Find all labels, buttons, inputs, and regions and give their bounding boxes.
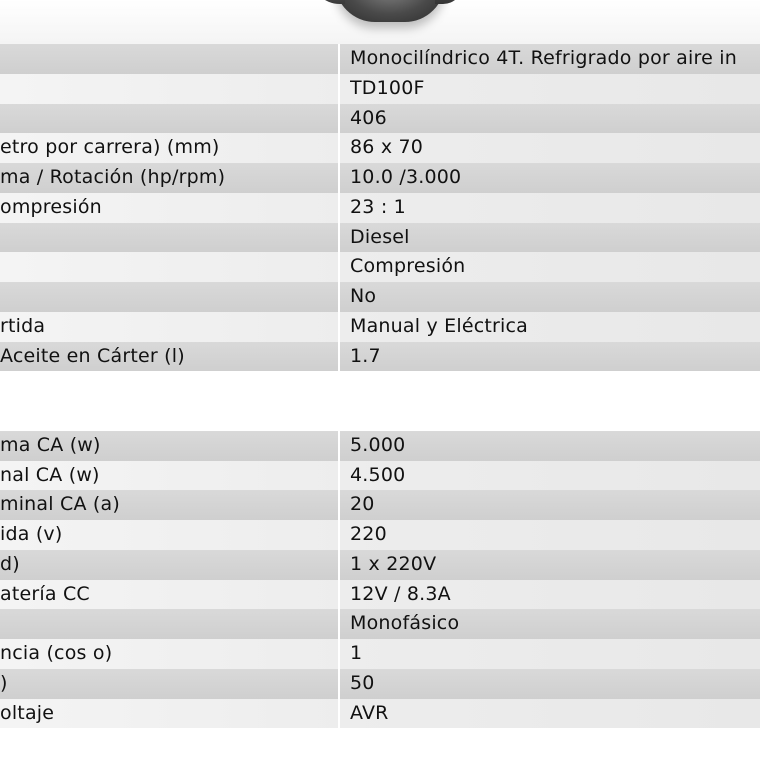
spec-row	[0, 193, 760, 223]
spec-row	[0, 609, 760, 639]
column-divider	[338, 431, 340, 461]
spec-row	[0, 580, 760, 610]
spec-value: 23 : 1	[350, 195, 406, 218]
spec-value: 4.500	[350, 463, 406, 486]
spec-label: ma / Rotación (hp/rpm)	[0, 166, 226, 188]
column-divider	[338, 74, 340, 104]
spec-row	[0, 44, 760, 74]
spec-value: 86 x 70	[350, 136, 424, 159]
spec-value: 406	[350, 106, 387, 129]
spec-value: AVR	[350, 701, 389, 724]
column-divider	[338, 193, 340, 223]
spec-row	[0, 669, 760, 699]
spec-row	[0, 639, 760, 669]
spec-label: rtida	[0, 314, 46, 337]
spec-table	[0, 44, 760, 728]
spec-label: ma CA (w)	[0, 433, 101, 456]
spec-value: 1	[350, 642, 363, 664]
spec-value: 20	[350, 493, 375, 516]
spec-value: 1.7	[350, 344, 381, 367]
column-divider	[338, 223, 340, 253]
spec-row	[0, 490, 760, 520]
spec-label: Aceite en Cárter (l)	[0, 344, 185, 367]
spec-label: atería CC	[0, 582, 90, 605]
column-divider	[338, 371, 340, 401]
column-divider	[338, 609, 340, 639]
engine-image-icon	[335, 0, 445, 22]
column-divider	[338, 580, 340, 610]
spec-label: ida (v)	[0, 523, 63, 545]
spec-value: Compresión	[350, 255, 466, 278]
spec-value: 12V / 8.3A	[350, 582, 451, 605]
spec-row	[0, 371, 760, 401]
spec-row	[0, 252, 760, 282]
spec-value: 10.0 /3.000	[350, 166, 462, 188]
spec-value: TD100F	[350, 76, 425, 99]
spec-label: oltaje	[0, 701, 55, 724]
spec-value: 220	[350, 523, 387, 545]
spec-label: ompresión	[0, 195, 102, 218]
spec-value: Monocilíndrico 4T. Refrigrado por aire in	[350, 47, 737, 69]
column-divider	[338, 312, 340, 342]
spec-row	[0, 431, 760, 461]
generator-photo-crop	[0, 0, 760, 44]
spec-row	[0, 461, 760, 491]
spec-row	[0, 342, 760, 372]
spec-label: ncia (cos o)	[0, 642, 113, 664]
spec-value: Monofásico	[350, 612, 460, 635]
spec-value: Diesel	[350, 225, 410, 248]
column-divider	[338, 342, 340, 372]
spec-row	[0, 312, 760, 342]
column-divider	[338, 550, 340, 580]
column-divider	[338, 669, 340, 699]
column-divider	[338, 490, 340, 520]
column-divider	[338, 44, 340, 74]
spec-row	[0, 282, 760, 312]
spec-label: d)	[0, 552, 20, 575]
spec-row	[0, 699, 760, 729]
spec-row	[0, 133, 760, 163]
spec-label: )	[0, 671, 8, 694]
spec-row	[0, 74, 760, 104]
column-divider	[338, 252, 340, 282]
column-divider	[338, 401, 340, 431]
spec-value: 1 x 220V	[350, 552, 437, 575]
spec-label: minal CA (a)	[0, 493, 120, 516]
spec-row	[0, 104, 760, 134]
spec-row	[0, 163, 760, 193]
spec-value: 50	[350, 671, 375, 694]
spec-label: nal CA (w)	[0, 463, 100, 486]
spec-value: No	[350, 285, 377, 307]
column-divider	[338, 461, 340, 491]
spec-value: 5.000	[350, 433, 406, 456]
column-divider	[338, 520, 340, 550]
column-divider	[338, 133, 340, 163]
spec-label: etro por carrera) (mm)	[0, 136, 220, 159]
spec-value: Manual y Eléctrica	[350, 314, 529, 337]
spec-row	[0, 550, 760, 580]
spec-row	[0, 223, 760, 253]
column-divider	[338, 104, 340, 134]
column-divider	[338, 282, 340, 312]
spec-row	[0, 520, 760, 550]
spec-row	[0, 401, 760, 431]
column-divider	[338, 163, 340, 193]
column-divider	[338, 639, 340, 669]
column-divider	[338, 699, 340, 729]
